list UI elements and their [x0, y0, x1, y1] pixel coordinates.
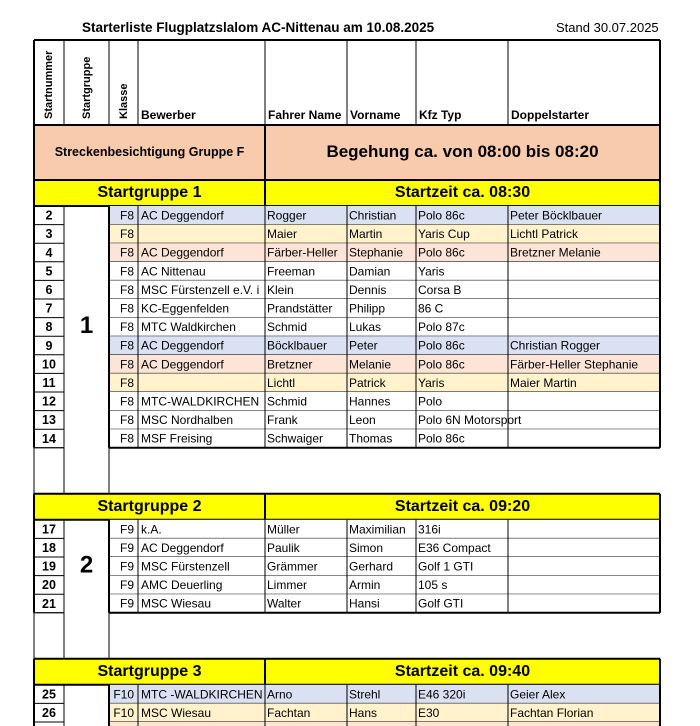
cell-startnummer: 11 — [42, 375, 56, 390]
cell-bewerber: MSC Fürstenzell — [141, 559, 230, 574]
group-number: 1 — [79, 312, 94, 340]
cell-klasse: F8 — [119, 431, 134, 446]
cell-kfz-typ: Corsa B — [418, 282, 462, 297]
cell-bewerber: AMC Deuerling — [141, 578, 223, 593]
cell-fahrer-name: Fachtan — [267, 705, 311, 720]
cell-doppelstarter: Geier Alex — [510, 687, 566, 702]
inspection-label: Streckenbesichtigung Gruppe F — [54, 144, 245, 159]
cell-vorname: Melanie — [349, 357, 392, 372]
cell-kfz-typ: Yaris Cup — [418, 227, 470, 242]
cell-klasse: F9 — [119, 596, 134, 611]
cell-fahrer-name: Bretzner — [267, 357, 313, 372]
cell-klasse: F8 — [119, 264, 134, 279]
cell-vorname: Dennis — [349, 282, 387, 297]
cell-vorname: Philipp — [349, 301, 386, 316]
cell-bewerber: MTC-WALDKIRCHEN — [141, 394, 260, 409]
cell-startnummer: 12 — [42, 394, 56, 409]
cell-vorname: Simon — [349, 540, 384, 555]
cell-vorname: Leon — [349, 413, 376, 428]
cell-bewerber: AC Deggendorf — [141, 357, 224, 372]
cell-fahrer-name: Rogger — [267, 208, 307, 223]
cell-fahrer-name: Limmer — [267, 578, 308, 593]
group-number: 2 — [79, 551, 94, 579]
cell-bewerber: k.A. — [141, 522, 162, 537]
cell-klasse: F8 — [119, 301, 134, 316]
header-bewerber: Bewerber — [141, 108, 196, 123]
cell-fahrer-name: Schmid — [267, 394, 308, 409]
cell-klasse: F8 — [119, 227, 134, 242]
cell-bewerber: KC-Eggenfelden — [141, 301, 230, 316]
cell-startnummer: 21 — [42, 596, 56, 611]
cell-startnummer: 17 — [42, 522, 56, 537]
cell-klasse: F8 — [119, 282, 134, 297]
group-start-time: Startzeit ca. 09:20 — [394, 498, 531, 516]
cell-kfz-typ: Polo — [418, 394, 443, 409]
cell-bewerber: MTC -WALDKIRCHEN — [141, 687, 263, 702]
cell-startnummer: 25 — [42, 687, 56, 702]
cell-bewerber: MTC Waldkirchen — [141, 320, 236, 335]
cell-fahrer-name: Prandstätter — [267, 301, 333, 316]
cell-vorname: Christian — [349, 208, 397, 223]
cell-vorname: Stephanie — [349, 245, 404, 260]
cell-kfz-typ: Polo 6N Motorsport — [418, 413, 522, 428]
cell-fahrer-name: Schwaiger — [267, 431, 324, 446]
cell-startnummer: 4 — [45, 245, 53, 260]
group-start-time: Startzeit ca. 09:40 — [394, 663, 531, 681]
cell-fahrer-name: Freeman — [267, 264, 316, 279]
cell-vorname: Hannes — [349, 394, 391, 409]
cell-klasse: F9 — [119, 522, 134, 537]
document-stand-date: Stand 30.07.2025 — [556, 20, 659, 35]
cell-fahrer-name: Lichtl — [267, 375, 296, 390]
group-name: Startgruppe 1 — [97, 184, 202, 202]
cell-kfz-typ: 105 s — [418, 578, 448, 593]
cell-bewerber: MSC Wiesau — [141, 596, 212, 611]
cell-kfz-typ: E30 — [418, 705, 440, 720]
group-name: Startgruppe 2 — [97, 498, 202, 516]
cell-doppelstarter: Maier Martin — [510, 375, 577, 390]
cell-fahrer-name: Maier — [267, 227, 298, 242]
cell-startnummer: 14 — [42, 431, 56, 446]
document-title: Starterliste Flugplatzslalom AC-Nittenau am 10.08.2025 — [82, 20, 435, 35]
cell-vorname: Thomas — [349, 431, 393, 446]
cell-doppelstarter: Färber-Heller Stephanie — [510, 357, 639, 372]
cell-klasse: F8 — [119, 413, 134, 428]
header-startgruppe: Startgruppe — [80, 56, 93, 119]
cell-startnummer: 3 — [45, 227, 53, 242]
header-vorname: Vorname — [350, 108, 401, 123]
cell-startnummer: 19 — [42, 559, 56, 574]
cell-kfz-typ: 86 C — [418, 301, 444, 316]
cell-bewerber: AC Deggendorf — [141, 245, 224, 260]
cell-fahrer-name: Grämmer — [267, 559, 318, 574]
cell-fahrer-name: Schmid — [267, 320, 308, 335]
cell-startnummer: 9 — [45, 338, 53, 353]
cell-kfz-typ: Yaris — [418, 375, 445, 390]
cell-vorname: Strehl — [349, 687, 381, 702]
header-fahrer-name: Fahrer Name — [268, 108, 342, 123]
cell-klasse: F10 — [113, 705, 134, 720]
cell-vorname: Armin — [349, 578, 381, 593]
cell-vorname: Hans — [349, 705, 378, 720]
cell-bewerber: MSC Wiesau — [141, 705, 212, 720]
cell-vorname: Lukas — [349, 320, 382, 335]
cell-kfz-typ: Yaris — [418, 264, 445, 279]
cell-klasse: F8 — [119, 357, 134, 372]
cell-vorname: Maximilian — [349, 522, 406, 537]
group-start-time: Startzeit ca. 08:30 — [394, 184, 531, 202]
group-name: Startgruppe 3 — [97, 663, 202, 681]
cell-doppelstarter: Lichtl Patrick — [510, 227, 579, 242]
cell-fahrer-name: Klein — [267, 282, 294, 297]
cell-klasse: F8 — [119, 208, 134, 223]
cell-startnummer: 8 — [45, 320, 53, 335]
cell-startnummer: 20 — [42, 578, 56, 593]
cell-kfz-typ: E36 Compact — [418, 540, 491, 555]
header-klasse: Klasse — [117, 83, 130, 119]
header-doppelstarter: Doppelstarter — [511, 108, 590, 123]
cell-klasse: F9 — [119, 540, 134, 555]
cell-startnummer: 5 — [45, 264, 53, 279]
cell-vorname: Hansi — [349, 596, 380, 611]
cell-startnummer: 7 — [45, 301, 53, 316]
cell-bewerber: AC Deggendorf — [141, 540, 224, 555]
cell-vorname: Peter — [349, 338, 378, 353]
cell-klasse: F9 — [119, 578, 134, 593]
cell-fahrer-name: Walter — [267, 596, 302, 611]
cell-startnummer: 6 — [45, 282, 53, 297]
cell-kfz-typ: Polo 86c — [418, 357, 465, 372]
cell-kfz-typ: Golf 1 GTI — [418, 559, 474, 574]
cell-vorname: Gerhard — [349, 559, 394, 574]
cell-startnummer: 2 — [45, 208, 53, 223]
cell-doppelstarter: Christian Rogger — [510, 338, 601, 353]
cell-fahrer-name: Paulik — [267, 540, 300, 555]
cell-vorname: Damian — [349, 264, 391, 279]
cell-klasse: F8 — [119, 320, 134, 335]
cell-bewerber: AC Deggendorf — [141, 338, 224, 353]
cell-doppelstarter: Peter Böcklbauer — [510, 208, 603, 223]
cell-vorname: Martin — [349, 227, 383, 242]
cell-kfz-typ: Polo 87c — [418, 320, 465, 335]
cell-fahrer-name: Böcklbauer — [267, 338, 328, 353]
cell-startnummer: 13 — [42, 413, 56, 428]
cell-kfz-typ: E46 320i — [418, 687, 466, 702]
cell-startnummer: 26 — [42, 705, 56, 720]
cell-klasse: F8 — [119, 338, 134, 353]
cell-startnummer: 10 — [42, 357, 56, 372]
cell-klasse: F8 — [119, 245, 134, 260]
cell-bewerber: MSF Freising — [141, 431, 213, 446]
cell-klasse: F10 — [113, 687, 134, 702]
cell-kfz-typ: Golf GTI — [418, 596, 464, 611]
cell-bewerber: MSC Fürstenzell e.V. i — [141, 282, 260, 297]
cell-bewerber: AC Deggendorf — [141, 208, 224, 223]
cell-kfz-typ: 316i — [418, 522, 441, 537]
cell-doppelstarter: Fachtan Florian — [510, 705, 594, 720]
cell-vorname: Patrick — [349, 375, 386, 390]
cell-klasse: F8 — [119, 394, 134, 409]
cell-startnummer: 18 — [42, 540, 56, 555]
cell-fahrer-name: Arno — [267, 687, 293, 702]
cell-kfz-typ: Polo 86c — [418, 208, 465, 223]
cell-bewerber: AC Nittenau — [141, 264, 206, 279]
header-startnummer: Startnummer — [42, 50, 55, 119]
cell-kfz-typ: Polo 86c — [418, 338, 465, 353]
cell-kfz-typ: Polo 86c — [418, 245, 465, 260]
header-kfz-typ: Kfz Typ — [419, 108, 462, 123]
cell-fahrer-name: Müller — [267, 522, 300, 537]
cell-klasse: F8 — [119, 375, 134, 390]
inspection-time: Begehung ca. von 08:00 bis 08:20 — [326, 141, 599, 161]
cell-fahrer-name: Färber-Heller — [267, 245, 338, 260]
cell-fahrer-name: Frank — [267, 413, 298, 428]
cell-bewerber: MSC Nordhalben — [141, 413, 234, 428]
cell-kfz-typ: Polo 86c — [418, 431, 465, 446]
cell-klasse: F9 — [119, 559, 134, 574]
cell-doppelstarter: Bretzner Melanie — [510, 245, 601, 260]
